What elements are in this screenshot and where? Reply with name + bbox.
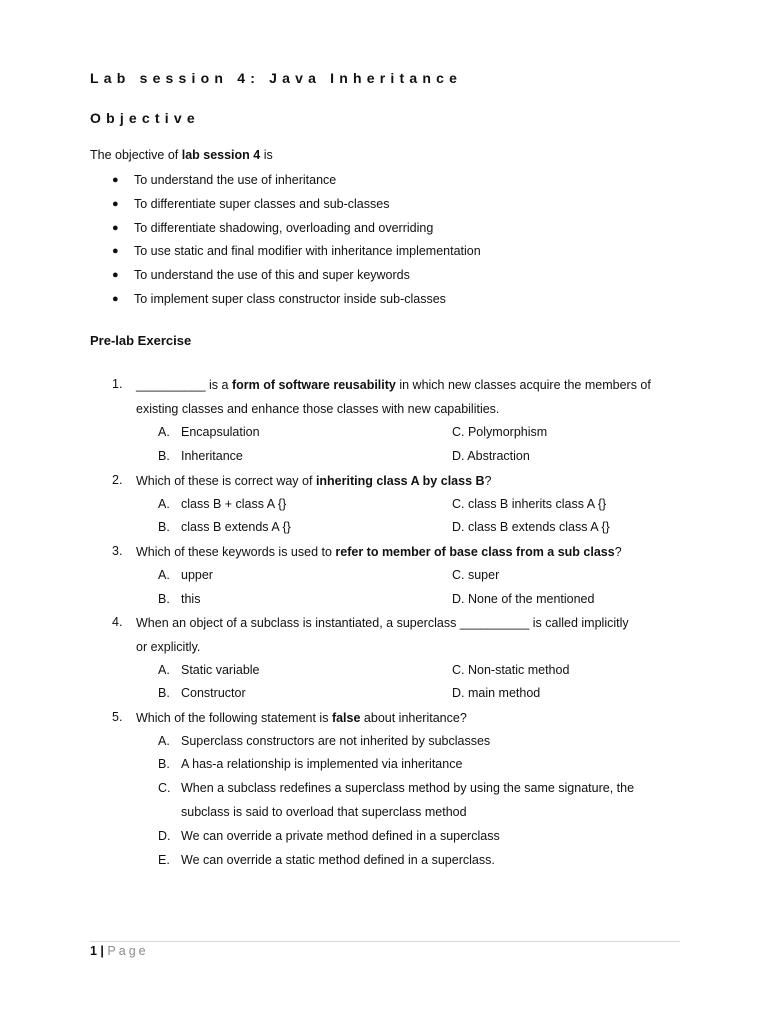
question-text-part: in which new classes acquire the members of <box>395 378 651 392</box>
option-text: Static variable <box>181 663 260 677</box>
bullet-icon: ● <box>112 269 119 282</box>
option-d <box>158 829 500 843</box>
option-letter: B. <box>158 520 170 534</box>
question-text-line: existing classes and enhance those classes with new capabilities. <box>136 402 500 416</box>
question-text <box>136 706 676 730</box>
bullet-icon: ● <box>112 292 119 305</box>
option-text: class B + class A {} <box>181 497 287 511</box>
option-b <box>158 686 246 700</box>
question-text <box>136 469 676 493</box>
option-letter: A. <box>158 568 170 582</box>
objective-item <box>112 172 481 196</box>
document-title: Lab session 4: Java Inheritance <box>90 70 463 86</box>
option-b <box>158 520 291 534</box>
question-text <box>136 611 676 659</box>
option-letter: A. <box>158 497 170 511</box>
option-text: When a subclass redefines a superclass method by using the same signature, the <box>181 781 635 795</box>
option-b <box>158 757 462 771</box>
option-text: We can override a static method defined in a superclass. <box>181 853 495 867</box>
footer-divider <box>90 941 680 942</box>
question-text-bold: false <box>331 711 361 725</box>
objective-item <box>112 291 481 315</box>
objective-item <box>112 267 481 291</box>
option-text: Inheritance <box>181 449 243 463</box>
option-letter: A. <box>158 425 170 439</box>
option-e <box>158 853 495 867</box>
bullet-icon: ● <box>112 174 119 186</box>
option-text: Superclass constructors are not inherited by subclasses <box>181 734 491 748</box>
option-a <box>158 425 260 439</box>
option-c: C. Non-static method <box>452 663 570 677</box>
intro-text-pre: The objective of <box>90 148 182 162</box>
objective-item-text: To understand the use of inheritance <box>134 173 337 187</box>
option-a <box>158 734 490 748</box>
bullet-icon: ● <box>112 245 119 258</box>
intro-text-bold: lab session 4 <box>181 148 261 162</box>
option-a <box>158 497 286 511</box>
option-d: D. main method <box>452 686 541 700</box>
option-letter: B. <box>158 592 170 606</box>
objective-item-text: To implement super class constructor inside sub-classes <box>134 291 446 306</box>
question-text-part: ? <box>484 474 492 488</box>
option-letter: A. <box>158 734 170 748</box>
option-text: We can override a private method defined in a superclass <box>181 829 500 843</box>
bullet-icon: ● <box>112 197 119 210</box>
objective-item <box>112 220 481 244</box>
objective-item-text: To differentiate super classes and sub-classes <box>134 196 390 211</box>
option-text: Encapsulation <box>181 425 260 439</box>
option-a <box>158 663 260 677</box>
option-b <box>158 449 243 463</box>
question-text-line: When an object of a subclass is instantiated, a superclass __________ is called implicitly <box>136 616 629 630</box>
option-letter: E. <box>158 853 170 867</box>
question-number: 3. <box>112 544 123 558</box>
question-text-bold: refer to member of base class from a sub class <box>335 545 615 559</box>
objective-item-text: To understand the use of this and super keywords <box>134 268 410 283</box>
question-text-part: ? <box>614 545 622 559</box>
prelab-heading: Pre-lab Exercise <box>90 333 192 348</box>
page-footer <box>90 944 149 958</box>
option-text: Constructor <box>181 686 246 700</box>
question-number: 5. <box>112 710 123 724</box>
option-d: D. class B extends class A {} <box>452 520 610 534</box>
option-d: D. Abstraction <box>452 449 530 463</box>
question-text <box>136 540 676 564</box>
question-text-bold: inheriting class A by class B <box>315 474 485 488</box>
question-text-part: Which of these is correct way of <box>136 474 316 488</box>
option-c: C. super <box>452 568 500 582</box>
question-text-part: is a <box>205 378 232 392</box>
option-c: C. class B inherits class A {} <box>452 497 607 511</box>
option-text: this <box>181 592 201 606</box>
option-text: upper <box>181 568 213 582</box>
objective-item-text: To differentiate shadowing, overloading and overriding <box>134 220 434 235</box>
option-letter: B. <box>158 686 170 700</box>
objective-item <box>112 243 481 267</box>
question-text-part: about inheritance? <box>360 711 467 725</box>
intro-text-post: is <box>260 148 273 162</box>
option-letter: A. <box>158 663 170 677</box>
objective-heading: Objective <box>90 110 200 126</box>
option-c <box>158 781 634 795</box>
option-text: A has-a relationship is implemented via inheritance <box>181 757 463 771</box>
option-text: class B extends A {} <box>181 520 291 534</box>
answer-blank: __________ <box>136 378 206 392</box>
page-label: Page <box>107 944 149 958</box>
question-number: 1. <box>112 377 123 391</box>
option-c-continued: subclass is said to overload that superclass method <box>181 805 467 819</box>
option-letter: B. <box>158 757 170 771</box>
objective-item-text: To use static and final modifier with inheritance implementation <box>134 244 481 259</box>
bullet-icon: ● <box>112 221 119 234</box>
question-text-line: or explicitly. <box>136 640 201 654</box>
page-number: 1 <box>90 944 97 958</box>
option-d: D. None of the mentioned <box>452 592 595 606</box>
option-letter: C. <box>158 781 171 795</box>
footer-separator: | <box>96 944 108 958</box>
objective-intro <box>90 148 273 162</box>
option-letter: B. <box>158 449 170 463</box>
question-text-bold: form of software reusability <box>231 378 396 392</box>
question-number: 2. <box>112 473 123 487</box>
question-number: 4. <box>112 615 123 629</box>
question-text-part: Which of these keywords is used to <box>136 545 336 559</box>
objective-item <box>112 196 481 220</box>
question-text <box>136 373 676 421</box>
option-letter: D. <box>158 829 171 843</box>
question-text-part: Which of the following statement is <box>136 711 332 725</box>
option-b <box>158 592 200 606</box>
option-a <box>158 568 213 582</box>
option-c: C. Polymorphism <box>452 425 548 439</box>
objective-list <box>112 172 481 315</box>
